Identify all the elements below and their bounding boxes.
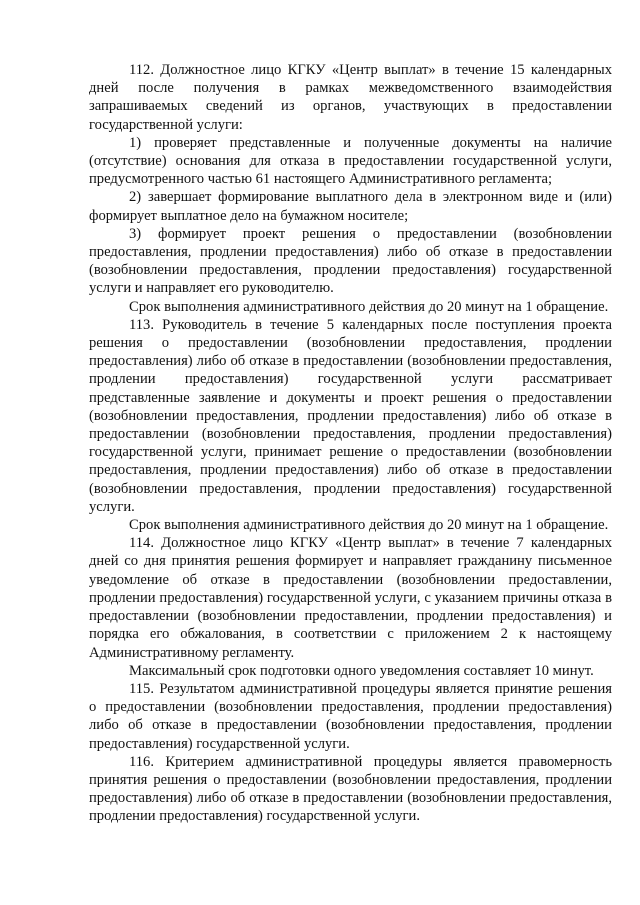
paragraph-113: 113. Руководитель в течение 5 календарных после поступления проекта решения о предоставлении (возобновлении предоставления, продлении предоставления) либо об отказе в предоставлении (возобновлении предоставления, продлении предоставления) государственной услуги рассматривает представленные заявление и документы и проект решения о предоставлении (возобновлении предоставления, продлении предоставления) либо об отказе в предоставлении (возобновлении предоставления, продлении предоставления) государственной услуги, принимает решение о предоставлении (возобновлении предоставления, продлении предоставления) либо об отказе в предоставлении (возобновлении предоставления, продлении предоставления) государственной услуги. xyxy=(89,316,612,515)
paragraph-112-item-3: 3) формирует проект решения о предоставлении (возобновлении предоставления, продлении предоставления) либо об отказе в предоставлении (возобновлении предоставления, продлении предоставления) государственной услуги и направляет его руководителю. xyxy=(89,225,612,297)
paragraph-112-item-1: 1) проверяет представленные и полученные документы на наличие (отсутствие) основания для отказа в предоставлении государственной услуги, предусмотренного частью 61 настоящего Административного регламента; xyxy=(89,134,612,188)
paragraph-115: 115. Результатом административной процедуры является принятие решения о предоставлении (возобновлении предоставления, продлении предоставления) либо об отказе в предоставлении (возобновлении предоставления, продлении предоставления) государственной услуги. xyxy=(89,680,612,752)
paragraph-114-deadline: Максимальный срок подготовки одного уведомления составляет 10 минут. xyxy=(129,662,594,679)
paragraph-113-deadline: Срок выполнения административного действия до 20 минут на 1 обращение. xyxy=(129,517,609,534)
paragraph-116: 116. Критерием административной процедуры является правомерность принятия решения о предоставлении (возобновлении предоставления, продлении предоставления) либо об отказе в предоставлении (возобновлении предоставления, продлении предоставления) государственной услуги. xyxy=(89,753,612,825)
paragraph-112-deadline: Срок выполнения административного действия до 20 минут на 1 обращение. xyxy=(129,298,609,315)
paragraph-112: 112. Должностное лицо КГКУ «Центр выплат» в течение 15 календарных дней после получения в рамках межведомственного взаимодействия запрашиваемых сведений из органов, участвующих в предоставлении государственной услуги: xyxy=(89,62,612,133)
paragraph-114: 114. Должностное лицо КГКУ «Центр выплат» в течение 7 календарных дней со дня принятия решения формирует и направляет гражданину письменное уведомление об отказе в предоставлении (возобновлении предоставлении, продлении предоставления) государственной услуги, с указанием причины отказа в предоставлении (возобновлении предоставлении, продлении предоставления) и порядка его обжалования, в соответствии с приложением 2 к настоящему Административному регламенту. xyxy=(89,535,612,661)
paragraph-112-item-2: 2) завершает формирование выплатного дела в электронном виде и (или) формирует выплатное дело на бумажном носителе; xyxy=(89,189,612,224)
